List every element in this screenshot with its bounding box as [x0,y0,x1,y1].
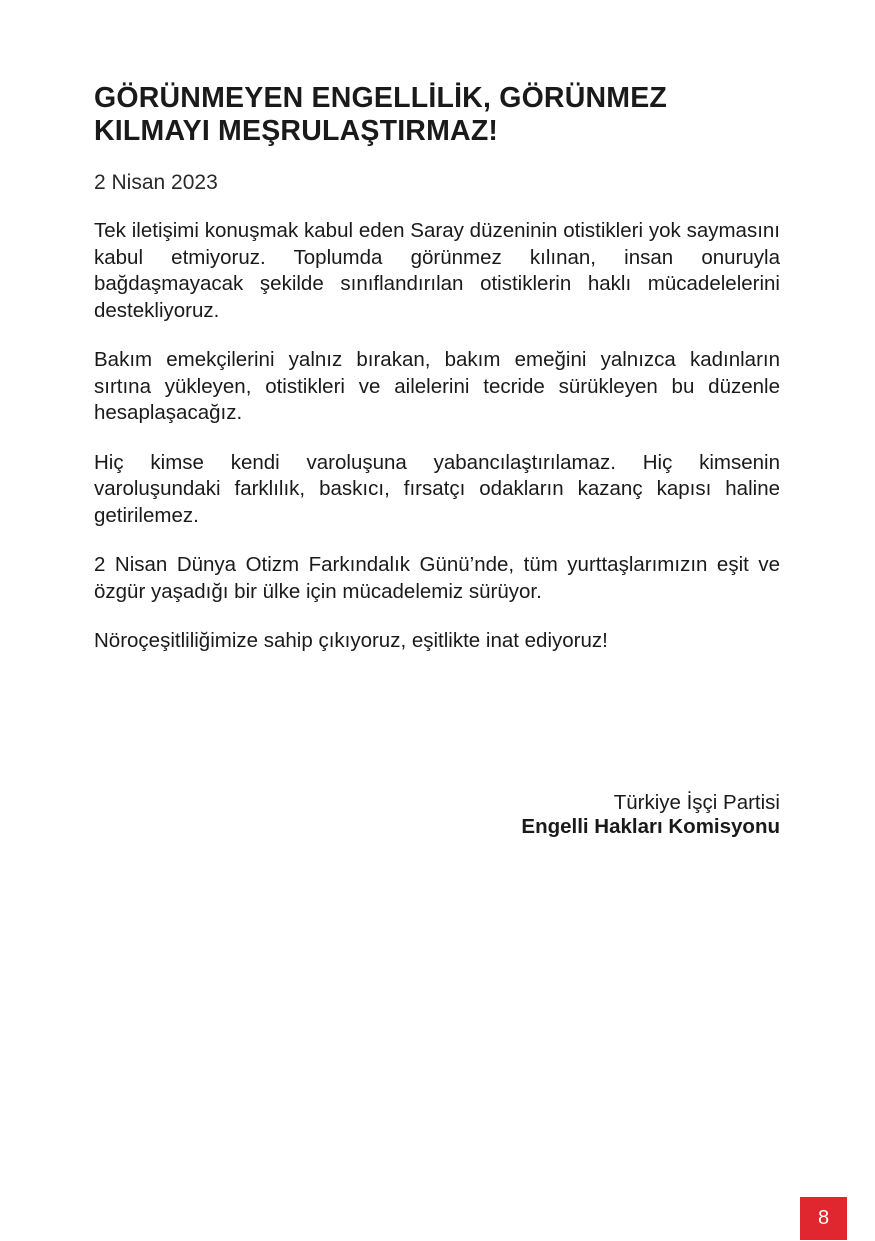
closing-slogan: Nöroçeşitliliğimize sahip çıkıyoruz, eşitlikte inat ediyoruz! [94,629,608,652]
signature-department: Engelli Hakları Komisyonu [521,815,780,838]
signature-block [521,791,780,839]
signature-organization: Türkiye İşçi Partisi [613,791,780,814]
body-paragraph: Tek iletişimi konuşmak kabul eden Saray düzeninin otistikleri yok saymasını kabul etmiyoruz. Toplumda görünmez kılınan, insan onuruyla bağdaşmayacak şekilde sınıflandırılan otistiklerin haklı mücadelelerini destekliyoruz. [94,219,780,322]
page-number-badge: 8 [800,1197,847,1240]
body-paragraph: Hiç kimse kendi varoluşuna yabancılaştırılamaz. Hiç kimsenin varoluşundaki farklılık, baskıcı, fırsatçı odakların kazanç kapısı haline getirilemez. [94,450,780,527]
document-date: 2 Nisan 2023 [94,171,218,194]
body-paragraph: Bakım emekçilerini yalnız bırakan, bakım emeğini yalnızca kadınların sırtına yükleyen, otistikleri ve ailelerini tecride sürükleyen bu düzenle hesaplaşacağız. [94,348,780,424]
document-body [94,218,780,655]
body-paragraph: 2 Nisan Dünya Otizm Farkındalık Günü’nde, tüm yurttaşlarımızın eşit ve özgür yaşadığı bir ülke için mücadelemiz sürüyor. [94,553,780,603]
page-title: GÖRÜNMEYEN ENGELLİLİK, GÖRÜNMEZ KILMAYI MEŞRULAŞTIRMAZ! [94,82,668,147]
document-page [94,82,780,678]
